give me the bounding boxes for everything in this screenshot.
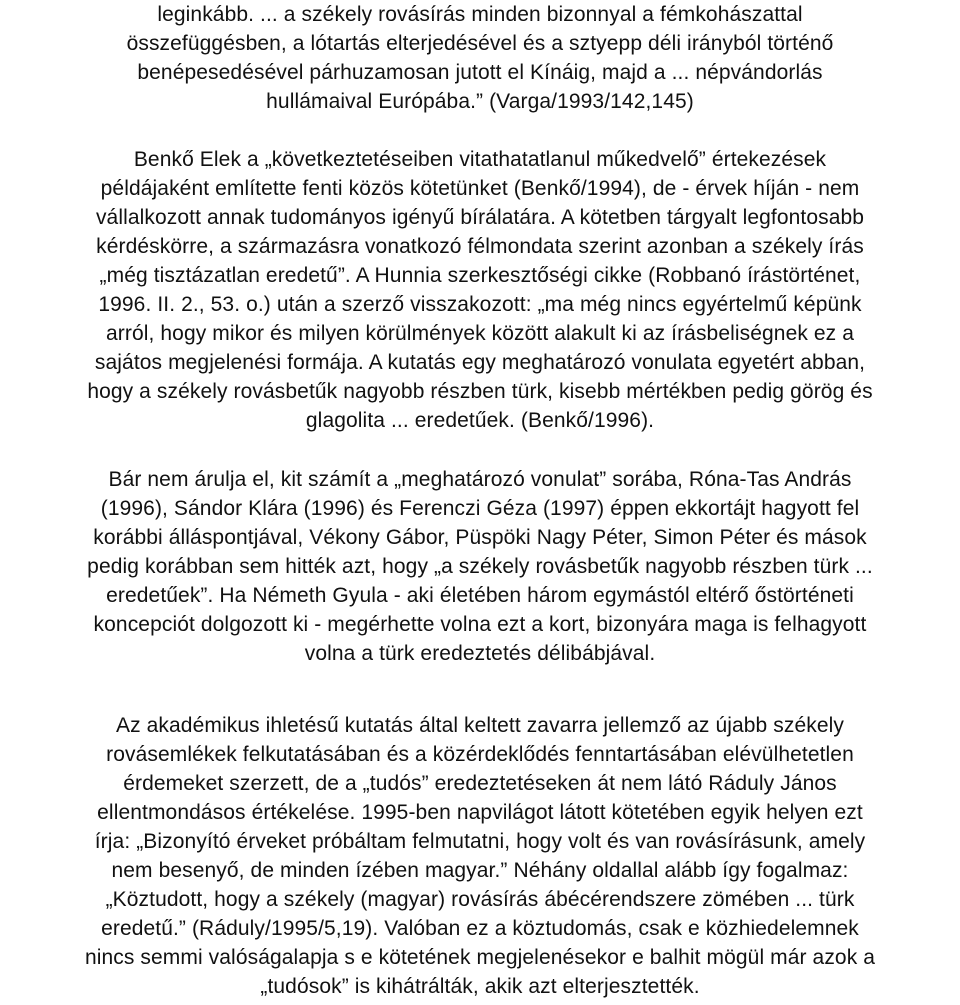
text-line: összefüggésben, a lótartás elterjedésével és a sztyepp déli irányból történő xyxy=(126,32,834,55)
text-line: „Köztudott, hogy a székely (magyar) rovásírás ábécérendszere zömében ... türk xyxy=(105,888,855,911)
text-line: írja: „Bizonyító érveket próbáltam felmutatni, hogy volt és van rovásírásunk, amely xyxy=(94,830,866,853)
text-line: korábbi álláspontjával, Vékony Gábor, Püspöki Nagy Péter, Simon Péter és mások xyxy=(93,526,867,549)
text-line: Bár nem árulja el, kit számít a „meghatározó vonulat” sorába, Róna-Tas András xyxy=(108,468,852,491)
text-line: nem besenyő, de minden ízében magyar.” Néhány oldallal alább így fogalmaz: xyxy=(111,859,849,882)
text-line: nincs semmi valóságalapja s e kötetének megjelenésekor e balhit mögül már azok a xyxy=(84,946,876,969)
paragraph-meghatarozo-vonulat xyxy=(0,465,960,668)
text-line: példájaként említette fenti közös kötetünket (Benkő/1994), de - érvek híján - nem xyxy=(100,177,860,200)
text-line: glagolita ... eredetűek. (Benkő/1996). xyxy=(305,409,655,432)
text-line: (1996), Sándor Klára (1996) és Ferenczi Géza (1997) éppen ekkortájt hagyott fel xyxy=(100,497,860,520)
text-line: „még tisztázatlan eredetű”. A Hunnia szerkesztőségi cikke (Robbanó írástörténet, xyxy=(99,264,861,287)
text-line: pedig korábban sem hitték azt, hogy „a székely rovásbetűk nagyobb részben türk ... xyxy=(87,555,873,578)
text-line: vállalkozott annak tudományos igényű bírálatára. A kötetben tárgyalt legfontosabb xyxy=(95,206,865,229)
text-line: hogy a székely rovásbetűk nagyobb részben türk, kisebb mértékben pedig görög és xyxy=(87,380,873,403)
text-line: leginkább. ... a székely rovásírás minden bizonnyal a fémkohászattal xyxy=(157,3,803,26)
text-line: koncepciót dolgozott ki - megérhette volna ezt a kort, bizonyára maga is felhagyott xyxy=(93,613,867,636)
text-line: benépesedésével párhuzamosan jutott el Kínáig, majd a ... népvándorlás xyxy=(137,61,823,84)
text-line: hullámaival Európába.” (Varga/1993/142,145) xyxy=(266,90,694,113)
text-line: eredetű.” (Ráduly/1995/5,19). Valóban ez a köztudomás, csak e közhiedelemnek xyxy=(101,917,859,940)
text-line: Benkő Elek a „következtetéseiben vitathatatlanul műkedvelő” értekezések xyxy=(133,148,827,171)
paragraph-benko xyxy=(0,145,960,435)
text-line: „tudósok” is kihátrálták, akik azt elterjesztették. xyxy=(260,975,700,998)
text-line: rovásemlékek felkutatásában és a közérdeklődés fenntartásában elévülhetetlen xyxy=(106,743,854,766)
paragraph-raduly xyxy=(0,711,960,1001)
text-line: ellentmondásos értékelése. 1995-ben napvilágot látott kötetében egyik helyen ezt xyxy=(97,801,863,824)
text-line: érdemeket szerzett, de a „tudós” eredeztetéseken át nem látó Ráduly János xyxy=(123,772,837,795)
text-line: kérdéskörre, a származásra vonatkozó félmondata szerint azonban a székely írás xyxy=(96,235,864,258)
text-line: eredetűek”. Ha Németh Gyula - aki életében három egymástól eltérő őstörténeti xyxy=(106,584,854,607)
text-line: sajátos megjelenési formája. A kutatás egy meghatározó vonulata egyetért abban, xyxy=(94,351,866,374)
text-line: 1996. II. 2., 53. o.) után a szerző visszakozott: „ma még nincs egyértelmű képünk xyxy=(98,293,862,316)
paragraph-varga-quote xyxy=(0,0,960,116)
text-line: volna a türk eredeztetés délibábjával. xyxy=(304,642,656,665)
text-line: arról, hogy mikor és milyen körülmények között alakult ki az írásbeliségnek ez a xyxy=(106,322,854,345)
text-line: Az akadémikus ihletésű kutatás által keltett zavarra jellemző az újabb székely xyxy=(116,714,844,737)
